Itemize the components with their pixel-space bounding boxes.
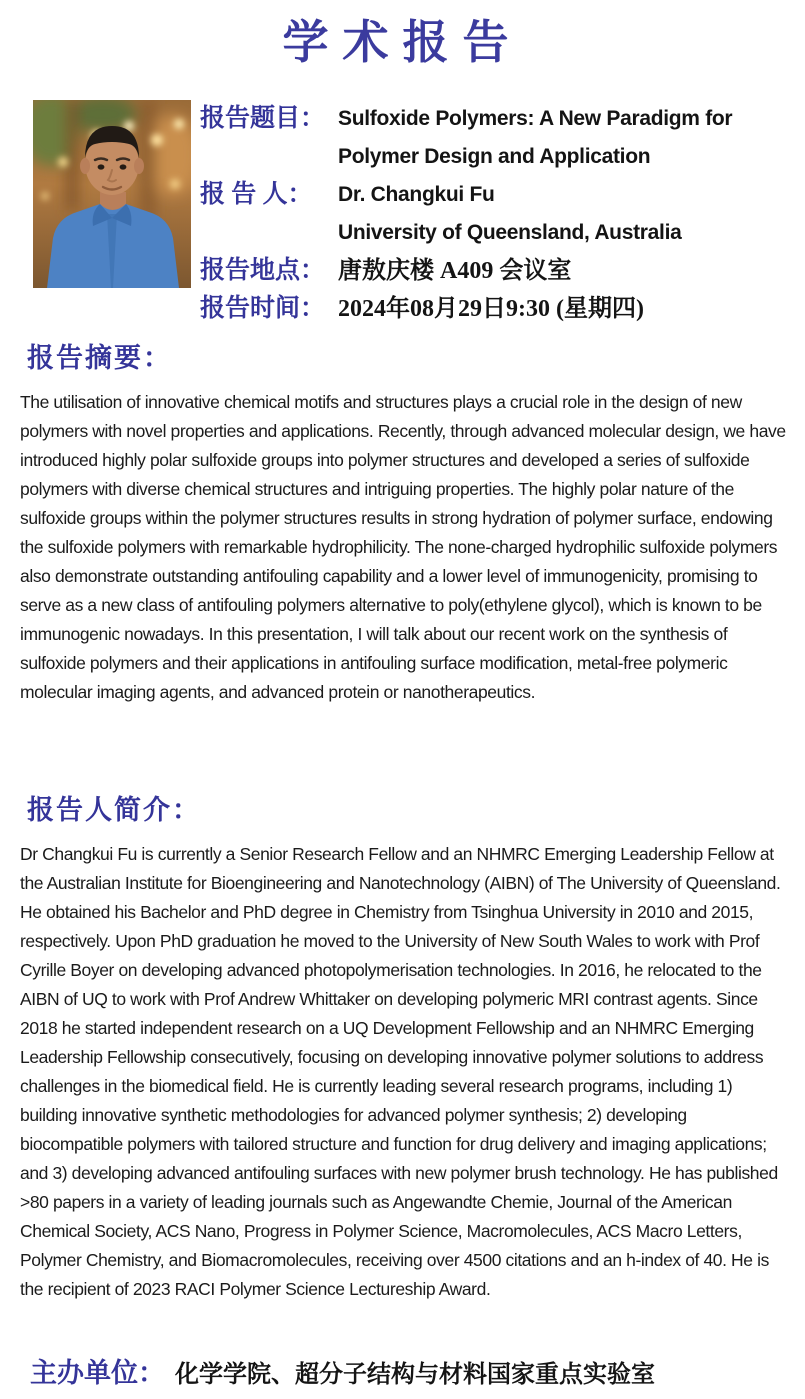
info-row-speaker [200, 176, 800, 252]
info-row-title [200, 100, 800, 176]
speaker-label: 报 告 人： [200, 181, 313, 208]
lecture-title-line2: Polymer Design and Application [338, 145, 651, 168]
abstract-heading: 报告摘要： [27, 343, 172, 373]
info-row-location [200, 252, 800, 290]
organizer-row [30, 1351, 655, 1390]
page-title: 学术报告 [282, 17, 523, 68]
lecture-info [200, 100, 800, 328]
organizer-value: 化学学院、超分子结构与材料国家重点实验室 [175, 1362, 655, 1388]
lecture-location: 唐敖庆楼 A409 会议室 [338, 258, 572, 284]
speaker-photo [33, 100, 191, 288]
bio-text: Dr Changkui Fu is currently a Senior Research Fellow and an NHMRC Emerging Leadership Fellow at the Australian Institute for Bioengineering and Nanotechnology (AIBN) of The University of Queensland. He obtained his Bachelor and PhD degree in Chemistry from Tsinghua University in 2010 and 2015, respectively. Upon PhD graduation he moved to the University of New South Wales to work with Prof Cyrille Boyer on developing advanced photopolymerisation technologies. In 2016, he relocated to the AIBN of UQ to work with Prof Andrew Whittaker on developing polymeric MRI contrast agents. Since 2018 he started independent research on a UQ Development Fellowship and an NHMRC Emerging Leadership Fellowship consecutively, focusing on developing innovative polymer solutions to address challenges in the biomedical field. He is currently leading several research programs, including 1) building innovative synthetic methodologies for advanced polymer synthesis; 2) developing biocompatible polymers with tailored structure and function for drug delivery and imaging applications; and 3) developing advanced antifouling surfaces with new polymer brush technology. He has published >80 papers in a variety of leading journals such as Angewandte Chemie, Journal of the American Chemical Society, ACS Nano, Progress in Polymer Science, Macromolecules, ACS Macro Letters, Polymer Chemistry, and Biomacromolecules, receiving over 4500 citations and an h-index of 40. He is the recipient of 2023 RACI Polymer Science Lectureship Award. [20, 844, 781, 1299]
location-label: 报告地点： [200, 257, 326, 284]
organizer-label: 主办单位： [30, 1358, 165, 1388]
info-row-time [200, 290, 800, 328]
bio-heading: 报告人简介： [27, 795, 201, 825]
speaker-affiliation: University of Queensland, Australia [338, 221, 682, 244]
abstract-text: The utilisation of innovative chemical motifs and structures plays a crucial role in the design of new polymers with novel properties and applications. Recently, through advanced molecular design, we have introduced highly polar sulfoxide groups into polymer structures and developed a series of sulfoxide polymers with diverse chemical structures and intriguing properties. The highly polar nature of the sulfoxide groups within the polymer structures results in strong hydration of polymer surface, endowing the sulfoxide polymers with remarkable hydrophilicity. The none-charged hydrophilic sulfoxide polymers also demonstrate outstanding antifouling capability and a lower level of immunogenicity, promising to serve as a new class of antifouling polymers alternative to poly(ethylene glycol), which is known to be immunogenic nowadays. In this presentation, I will talk about our recent work on the synthesis of sulfoxide polymers and their applications in antifouling surface modification, metal-free polymeric molecular imaging agents, and advanced protein or nanotherapeutics. [20, 392, 786, 702]
title-label: 报告题目： [200, 105, 326, 132]
speaker-name: Dr. Changkui Fu [338, 183, 495, 206]
time-label: 报告时间： [200, 295, 326, 322]
lecture-title-line1: Sulfoxide Polymers: A New Paradigm for [338, 107, 733, 130]
lecture-time: 2024年08月29日9:30 (星期四) [338, 296, 644, 322]
